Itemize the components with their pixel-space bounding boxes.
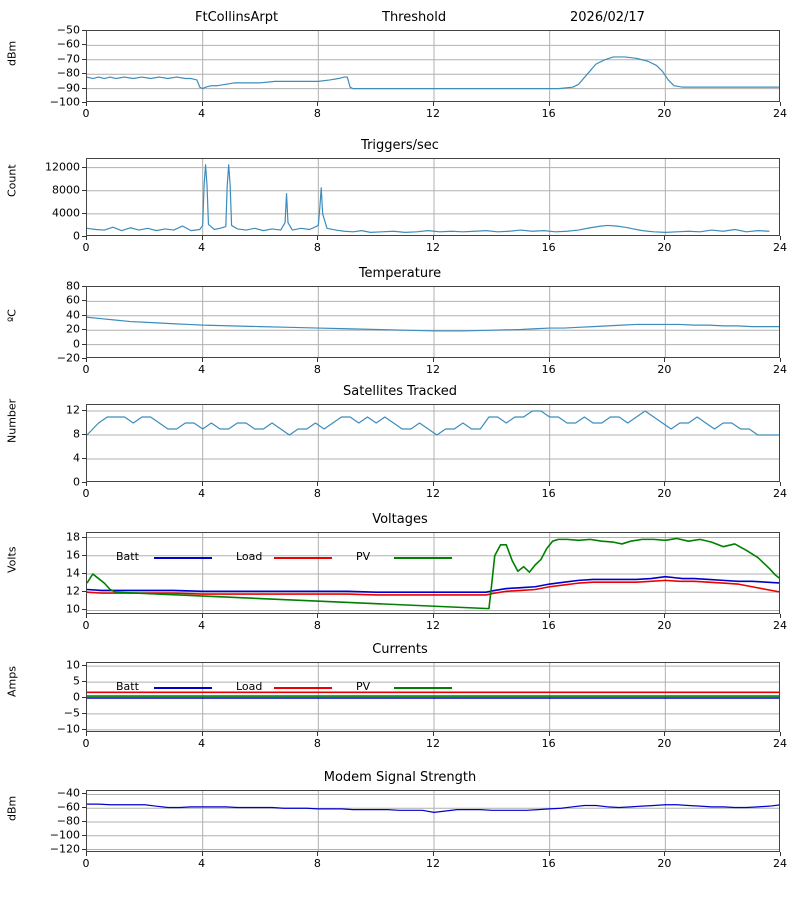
y-tick-mark [82,573,86,574]
x-tick-mark [202,614,203,618]
plot-area-4 [86,532,780,614]
y-tick-label: 4 [73,451,80,465]
y-tick-label: 60 [66,293,80,307]
plot-area-0 [86,30,780,102]
y-tick-mark [82,697,86,698]
x-tick-label: 20 [657,737,672,750]
legend-swatch-batt [154,687,212,689]
x-tick-mark [202,852,203,856]
y-tick-label: 16 [66,548,80,562]
x-tick-mark [317,358,318,362]
y-tick-mark [82,665,86,666]
chart-panel-6: Modem Signal Strength −120 −100 −80 −60 −40 0 4 8 12 16 20 24 dBm [0,770,800,876]
x-tick-label: 20 [657,241,672,254]
y-tick-label: 4000 [52,206,80,220]
x-tick-label: 12 [426,857,440,870]
x-tick-mark [433,358,434,362]
x-tick-label: 24 [773,363,787,376]
x-tick-label: 0 [82,487,90,500]
x-tick-label: 20 [657,363,672,376]
x-tick-mark [780,852,781,856]
y-tick-label: 10 [66,602,80,616]
x-tick-mark [433,732,434,736]
legend-label-load: Load [236,550,263,563]
x-tick-label: 8 [313,241,321,254]
chart-title-5: Currents [372,642,428,657]
chart-title-2: Temperature [358,266,442,281]
y-tick-label: −60 [56,37,80,51]
y-tick-mark [82,44,86,45]
y-tick-mark [82,849,86,850]
y-tick-label: 0 [73,690,80,704]
x-tick-label: 16 [541,487,556,500]
x-tick-label: 8 [313,107,321,120]
y-tick-label: −80 [56,66,80,80]
y-tick-mark [82,681,86,682]
x-tick-label: 8 [313,619,321,632]
y-tick-mark [82,807,86,808]
y-tick-label: 14 [66,566,80,580]
x-tick-mark [86,358,87,362]
x-tick-mark [780,732,781,736]
y-tick-label: −20 [56,351,80,365]
y-tick-mark [82,591,86,592]
y-tick-mark [82,344,86,345]
y-tick-mark [82,190,86,191]
x-tick-mark [780,102,781,106]
chart-panel-4: Voltages 10 12 14 16 18 0 4 8 12 16 20 24 Volts Batt Load PV [0,512,800,638]
x-tick-mark [549,358,550,362]
x-tick-mark [549,732,550,736]
x-tick-mark [549,102,550,106]
y-tick-mark [82,213,86,214]
y-tick-mark [82,537,86,538]
y-tick-mark [82,555,86,556]
x-tick-mark [86,482,87,486]
y-tick-mark [82,609,86,610]
y-tick-mark [82,329,86,330]
x-tick-label: 4 [198,241,206,254]
y-tick-label: −70 [56,52,80,66]
chart-panel-1: Triggers/sec 0 4000 8000 12000 0 4 8 12 16 20 24 Count [0,138,800,260]
x-tick-label: 24 [773,107,787,120]
y-tick-label: −100 [49,828,80,842]
y-tick-label: −50 [56,23,80,37]
y-tick-label: 0 [73,337,80,351]
x-tick-label: 20 [657,107,672,120]
y-tick-label: −90 [56,81,80,95]
y-tick-mark [82,30,86,31]
x-tick-mark [549,852,550,856]
chart-title-6: Modem Signal Strength [323,770,477,785]
x-tick-label: 8 [313,487,321,500]
legend-label-batt: Batt [116,550,139,563]
x-tick-mark [433,852,434,856]
x-tick-label: 8 [313,363,321,376]
x-tick-mark [317,852,318,856]
x-tick-label: 16 [541,857,556,870]
x-tick-mark [86,852,87,856]
y-tick-label: 12000 [45,160,80,174]
x-tick-label: 4 [198,363,206,376]
y-tick-label: 0 [73,229,80,243]
chart-header [0,10,800,28]
y-tick-mark [82,713,86,714]
x-tick-mark [549,614,550,618]
x-tick-label: 12 [426,107,440,120]
chart-panel-5: Currents −10 −5 0 5 10 0 4 8 12 16 20 24 Amps Batt Load PV [0,642,800,756]
x-tick-mark [86,236,87,240]
x-tick-mark [664,236,665,240]
x-tick-label: 16 [541,107,556,120]
x-tick-label: 20 [657,487,672,500]
x-tick-mark [664,482,665,486]
x-tick-label: 8 [313,737,321,750]
x-tick-mark [317,732,318,736]
legend-swatch-load [274,687,332,689]
plot-area-5 [86,662,780,732]
y-tick-label: −40 [56,786,80,800]
x-tick-mark [202,358,203,362]
x-tick-mark [664,852,665,856]
x-tick-mark [202,102,203,106]
x-tick-mark [433,102,434,106]
x-tick-mark [433,236,434,240]
x-tick-label: 12 [426,737,440,750]
x-tick-label: 4 [198,619,206,632]
y-tick-label: 10 [66,658,80,672]
x-tick-label: 24 [773,857,787,870]
plot-area-2 [86,286,780,358]
x-tick-label: 20 [657,857,672,870]
y-tick-label: 40 [66,308,80,322]
legend-swatch-pv [394,557,452,559]
x-tick-mark [317,102,318,106]
y-tick-mark [82,434,86,435]
legend-swatch-load [274,557,332,559]
legend-label-batt: Batt [116,680,139,693]
x-tick-mark [780,358,781,362]
x-tick-label: 4 [198,857,206,870]
x-tick-mark [549,482,550,486]
y-tick-label: −60 [56,800,80,814]
x-tick-mark [317,614,318,618]
y-tick-label: 5 [73,674,80,688]
legend-label-load: Load [236,680,263,693]
x-tick-mark [202,236,203,240]
x-tick-label: 0 [82,619,90,632]
x-tick-mark [664,358,665,362]
legend-label-pv: PV [356,680,371,693]
x-tick-mark [86,102,87,106]
x-tick-label: 4 [198,737,206,750]
y-tick-label: 20 [66,322,80,336]
y-tick-mark [82,59,86,60]
y-tick-mark [82,73,86,74]
y-tick-mark [82,300,86,301]
y-tick-label: 18 [66,530,80,544]
x-tick-mark [317,236,318,240]
chart-panel-2: Temperature −20 0 20 40 60 80 0 4 8 12 16 20 24 ºC [0,266,800,382]
y-tick-label: 12 [66,403,80,417]
x-tick-label: 0 [82,363,90,376]
x-tick-mark [780,614,781,618]
x-tick-label: 16 [541,363,556,376]
x-tick-mark [202,732,203,736]
plot-area-1 [86,158,780,236]
y-tick-mark [82,88,86,89]
station-label: FtCollinsArpt [195,10,279,25]
x-tick-label: 16 [541,619,556,632]
y-tick-mark [82,286,86,287]
chart-title-4: Voltages [372,512,428,527]
x-tick-label: 12 [426,619,440,632]
x-tick-mark [317,482,318,486]
x-tick-label: 12 [426,487,440,500]
y-tick-label: 8000 [52,183,80,197]
y-tick-label: 80 [66,279,80,293]
x-tick-mark [664,102,665,106]
x-tick-mark [433,482,434,486]
x-tick-label: 24 [773,737,787,750]
legend-label-pv: PV [356,550,371,563]
x-tick-label: 16 [541,241,556,254]
chart-title-3: Satellites Tracked [343,384,457,399]
x-tick-label: 12 [426,241,440,254]
y-tick-mark [82,315,86,316]
x-tick-label: 24 [773,241,787,254]
x-tick-mark [664,614,665,618]
x-tick-label: 12 [426,363,440,376]
y-tick-label: −10 [56,722,80,736]
x-tick-label: 4 [198,487,206,500]
y-tick-mark [82,793,86,794]
y-tick-label: −80 [56,814,80,828]
chart-title: Threshold [382,10,447,25]
x-tick-mark [202,482,203,486]
x-tick-mark [549,236,550,240]
x-tick-label: 4 [198,107,206,120]
y-tick-label: −5 [63,706,80,720]
x-tick-label: 16 [541,737,556,750]
chart-panel-0: FtCollinsArpt Threshold 2026/02/17 −100 −90 −80 −70 −60 −50 0 4 8 12 16 20 24 dBm [0,10,800,126]
y-tick-mark [82,835,86,836]
y-tick-label: −120 [49,842,80,856]
y-tick-label: −100 [49,95,80,109]
x-tick-mark [433,614,434,618]
y-tick-mark [82,410,86,411]
y-tick-mark [82,167,86,168]
y-tick-label: 8 [73,427,80,441]
x-tick-mark [664,732,665,736]
y-tick-mark [82,821,86,822]
x-tick-label: 24 [773,487,787,500]
x-tick-label: 0 [82,107,90,120]
y-tick-label: 12 [66,584,80,598]
x-tick-mark [780,236,781,240]
legend-swatch-batt [154,557,212,559]
y-tick-mark [82,458,86,459]
y-tick-label: 0 [73,475,80,489]
x-tick-mark [86,732,87,736]
x-tick-label: 0 [82,737,90,750]
x-tick-label: 24 [773,619,787,632]
plot-area-3 [86,404,780,482]
plot-area-6 [86,790,780,852]
x-tick-label: 0 [82,241,90,254]
y-tick-mark [82,729,86,730]
date-label: 2026/02/17 [570,10,645,25]
x-tick-mark [86,614,87,618]
legend-swatch-pv [394,687,452,689]
chart-title-1: Triggers/sec [361,138,439,153]
x-tick-mark [780,482,781,486]
x-tick-label: 8 [313,857,321,870]
x-tick-label: 20 [657,619,672,632]
x-tick-label: 0 [82,857,90,870]
chart-panel-3: Satellites Tracked 0 4 8 12 0 4 8 12 16 20 24 Number [0,384,800,506]
